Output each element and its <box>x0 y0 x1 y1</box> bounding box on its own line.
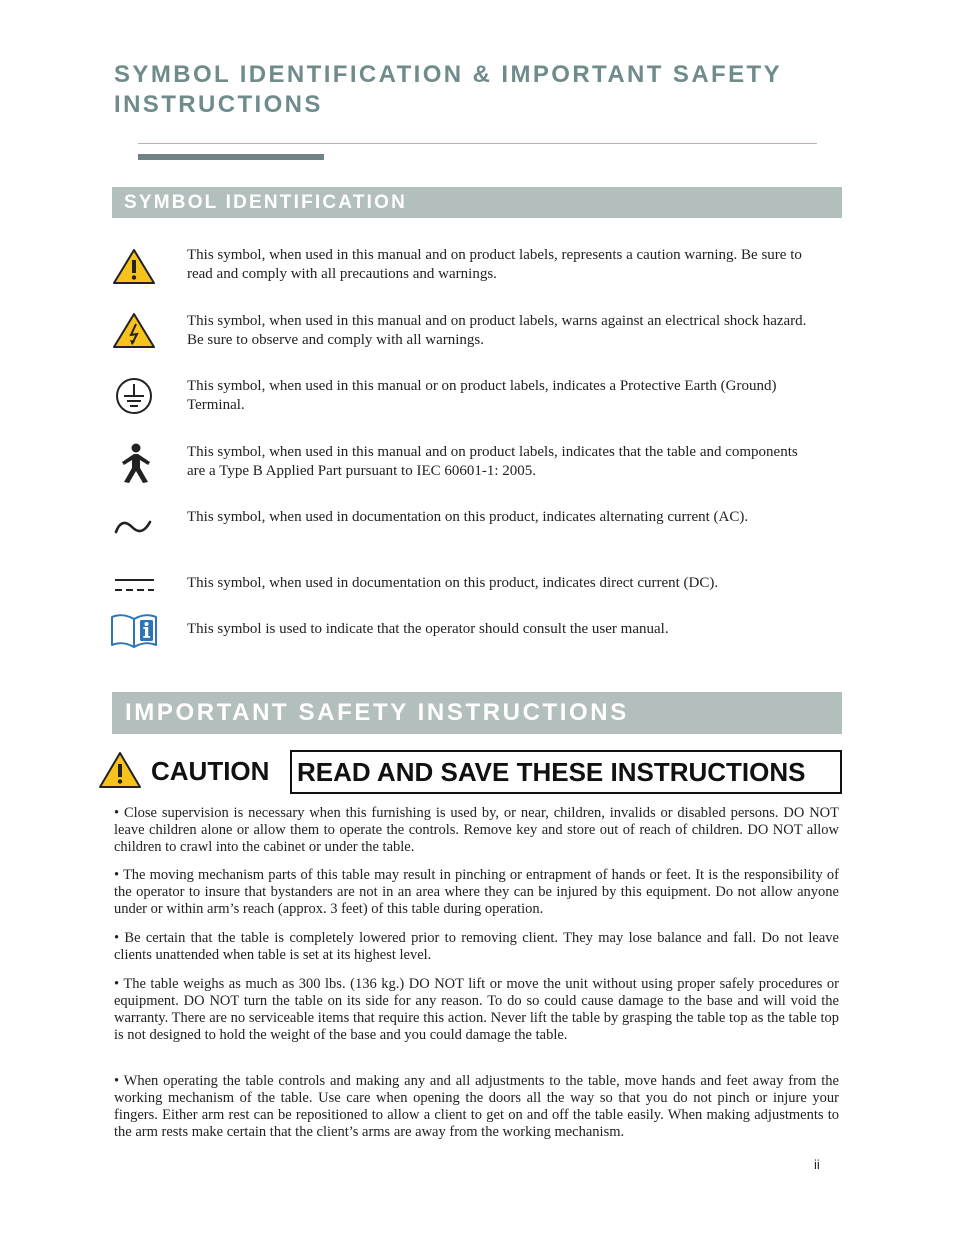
symbol-text-type-b: This symbol, when used in this manual and on product labels, indicates that the table and components are a Type B Applied Part pursuant to IEC 60601-1: 2005. <box>187 444 798 479</box>
caution-label: CAUTION <box>151 756 270 786</box>
symbol-text-protective-earth: This symbol, when used in this manual or on product labels, indicates a Protective Earth (Ground) Terminal. <box>187 378 777 413</box>
protective-earth-icon <box>110 377 158 417</box>
page-title: SYMBOL IDENTIFICATION & IMPORTANT SAFETY INSTRUCTIONS <box>114 61 782 118</box>
symbol-text-ac: This symbol, when used in documentation on this product, indicates alternating current (AC). <box>187 509 749 525</box>
alternating-current-icon <box>110 508 158 548</box>
safety-paragraph: • The moving mechanism parts of this table may result in pinching or entrapment of hands or feet. It is the responsibility of the operator to insure that bystanders are not in an area where they can be injured by this equipment. Do not allow anyone under or within arm’s reach (approx. 3 feet) of this table during operation. <box>114 867 839 917</box>
type-b-applied-part-icon <box>110 443 158 483</box>
direct-current-icon <box>110 574 158 614</box>
safety-paragraph: • When operating the table controls and making any and all adjustments to the table, move hands and feet away from the working mechanism of the table. Use care when opening the doors all the way so that you do not pinch or injure your fingers. Either arm rest can be repositioned to allow a client to get on and off the table easily. When making adjustments to the arm rests make certain that the client’s arms are away from the working mechanism. <box>114 1073 839 1140</box>
caution-warning-icon <box>97 750 143 795</box>
symbol-text-dc: This symbol, when used in documentation on this product, indicates direct current (DC). <box>187 575 719 591</box>
consult-manual-icon <box>110 611 158 651</box>
safety-paragraph: • The table weighs as much as 300 lbs. (136 kg.) DO NOT lift or move the unit without using proper safely procedures or equipment. DO NOT turn the table on its side for any reason. To do so could cause damage to the base and will void the warranty. There are no serviceable items that require this action. Never lift the table by grasping the table top as the table top is not designed to hold the weight of the base and you could damage the table. <box>114 976 839 1043</box>
header-accent-bar <box>138 154 324 160</box>
safety-paragraph: • Close supervision is necessary when this furnishing is used by, or near, children, invalids or disabled persons. DO NOT leave children alone or allow them to operate the controls. Remove key and store out of reach of children. DO NOT allow children to crawl into the cabinet or under the table. <box>114 805 839 855</box>
read-and-save-banner: READ AND SAVE THESE INSTRUCTIONS <box>290 750 842 794</box>
symbol-identification-heading: SYMBOL IDENTIFICATION <box>112 187 842 218</box>
caution-triangle-icon <box>110 246 158 286</box>
symbol-text-electrical: This symbol, when used in this manual and on product labels, warns against an electrical shock hazard. Be sure to observe and comply with all warnings. <box>187 313 807 348</box>
page-number: ii <box>814 1157 820 1172</box>
safety-paragraph: • Be certain that the table is completely lowered prior to removing client. They may lose balance and fall. Do not leave clients unattended when table is set at its highest level. <box>114 930 839 963</box>
header-divider-line <box>138 143 817 144</box>
electrical-shock-icon <box>110 312 158 352</box>
symbol-text-consult-manual: This symbol is used to indicate that the operator should consult the user manual. <box>187 621 669 637</box>
important-safety-heading: IMPORTANT SAFETY INSTRUCTIONS <box>112 692 842 734</box>
symbol-text-caution: This symbol, when used in this manual and on product labels, represents a caution warning. Be sure to read and comply with all precautions and warnings. <box>187 247 802 282</box>
